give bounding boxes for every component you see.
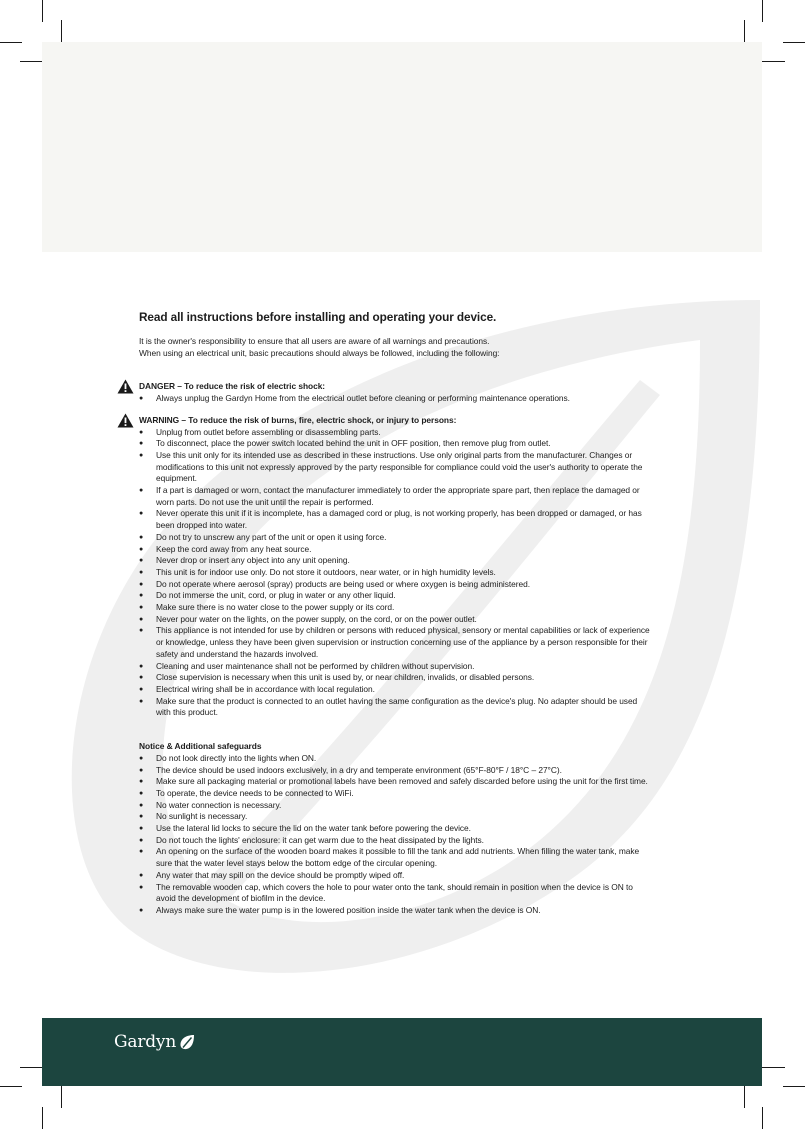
gardyn-logo	[114, 1030, 195, 1054]
list-item: ● Make sure all packaging material or promotional labels have been removed and safely discarded before using the unit for the first time.	[139, 776, 654, 788]
list-item: ● Keep the cord away from any heat source.	[139, 544, 654, 556]
danger-heading-text: DANGER – To reduce the risk of electric shock:	[139, 381, 326, 392]
list-item: ● An opening on the surface of the wooden board makes it possible to fill the tank and add nutrients. When filling the water tank, make sure that the water level stays below the bottom edge of the circular opening.	[139, 846, 654, 869]
list-item: ● Never drop or insert any object into any unit opening.	[139, 555, 654, 567]
leaf-icon	[179, 1034, 195, 1050]
list-item: ● Use the lateral lid locks to secure the lid on the water tank before powering the device.	[139, 823, 654, 835]
warning-triangle-icon	[117, 379, 134, 394]
footer-band	[42, 1018, 762, 1086]
list-item: ● To operate, the device needs to be connected to WiFi.	[139, 788, 654, 800]
list-item: ● Make sure there is no water close to the power supply or its cord.	[139, 602, 654, 614]
list-item: ● This unit is for indoor use only. Do not store it outdoors, near water, or in high humidity levels.	[139, 567, 654, 579]
list-item: ● The device should be used indoors exclusively, in a dry and temperate environment (65°F-80°F / 18°C – 27°C).	[139, 765, 654, 777]
danger-heading	[139, 381, 654, 393]
warning-heading	[139, 415, 654, 427]
list-item: ● Cleaning and user maintenance shall not be performed by children without supervision.	[139, 661, 654, 673]
page-title: Read all instructions before installing and operating your device.	[139, 310, 497, 324]
list-item: ● Unplug from outlet before assembling or disassembling parts.	[139, 427, 654, 439]
list-item: ● Close supervision is necessary when this unit is used by, or near children, invalids, or disabled persons.	[139, 672, 654, 684]
safety-instructions	[139, 310, 654, 917]
list-item: ● Always unplug the Gardyn Home from the electrical outlet before cleaning or performing maintenance operations.	[139, 393, 654, 405]
notice-heading: Notice & Additional safeguards	[139, 741, 262, 752]
list-item: ● No sunlight is necessary.	[139, 811, 654, 823]
danger-list	[139, 393, 654, 405]
list-item: ● Use this unit only for its intended use as described in these instructions. Use only original parts from the manufacturer. Changes or modifications to this unit not expressly approved by the party responsible for compliance could void the user's authority to operate the equipment.	[139, 450, 654, 485]
warning-heading-text: WARNING – To reduce the risk of burns, fire, electric shock, or injury to persons:	[139, 414, 457, 425]
list-item: ● Do not operate where aerosol (spray) products are being used or where oxygen is being administered.	[139, 579, 654, 591]
list-item: ● Never operate this unit if it is incomplete, has a damaged cord or plug, is not working properly, has been dropped or damaged, or has been dropped into water.	[139, 508, 654, 531]
list-item: ● To disconnect, place the power switch located behind the unit in OFF position, then remove plug from outlet.	[139, 438, 654, 450]
list-item: ● The removable wooden cap, which covers the hole to pour water onto the tank, should remain in position when the device is ON to avoid the development of biofilm in the device.	[139, 882, 654, 905]
list-item: ● This appliance is not intended for use by children or persons with reduced physical, sensory or mental capabilities or lack of experience or knowledge, unless they have been given supervision or instruction concerning use of the appliance by a person responsible for their safety and understand the hazards involved.	[139, 625, 654, 660]
list-item: ● Any water that may spill on the device should be promptly wiped off.	[139, 870, 654, 882]
list-item: ● Make sure that the product is connected to an outlet having the same configuration as the device's plug. No adapter should be used with this product.	[139, 696, 654, 719]
list-item: ● Always make sure the water pump is in the lowered position inside the water tank when the device is ON.	[139, 905, 654, 917]
list-item: ● Do not immerse the unit, cord, or plug in water or any other liquid.	[139, 590, 654, 602]
list-item: ● Do not touch the lights' enclosure: it can get warm due to the heat dissipated by the lights.	[139, 835, 654, 847]
brand-name: Gardyn	[114, 1032, 177, 1052]
list-item: ● Do not try to unscrew any part of the unit or open it using force.	[139, 532, 654, 544]
intro-line: When using an electrical unit, basic precautions should always be followed, including the following:	[139, 347, 500, 358]
list-item: ● No water connection is necessary.	[139, 800, 654, 812]
list-item: ● If a part is damaged or worn, contact the manufacturer immediately to order the appropriate spare part, then replace the damaged or worn parts. Do not use the unit until the repair is performed.	[139, 485, 654, 508]
list-item: ● Electrical wiring shall be in accordance with local regulation.	[139, 684, 654, 696]
list-item: ● Never pour water on the lights, on the power supply, on the cord, or on the power outlet.	[139, 614, 654, 626]
notice-list	[139, 753, 654, 917]
warning-list	[139, 427, 654, 720]
warning-triangle-icon	[117, 413, 134, 428]
intro-line: It is the owner's responsibility to ensure that all users are aware of all warnings and precautions.	[139, 336, 490, 346]
list-item: ● Do not look directly into the lights when ON.	[139, 753, 654, 765]
